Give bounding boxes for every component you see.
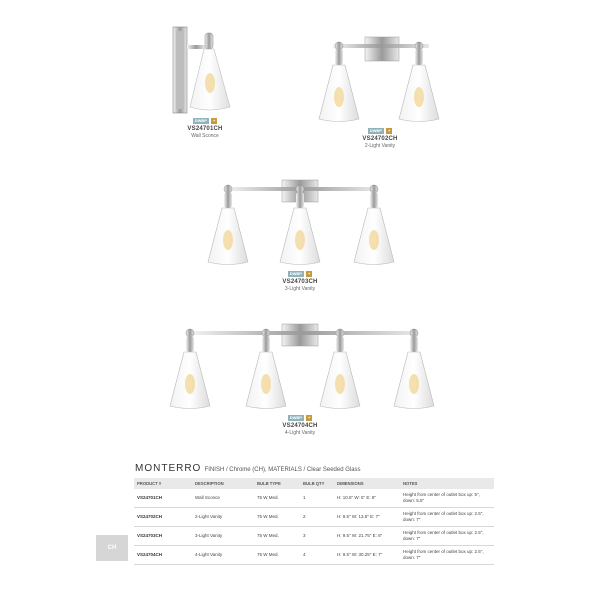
cell-description: 3-Light Vanity <box>192 527 254 546</box>
badge-dwbp: DWBP <box>194 118 207 123</box>
series-name: MONTERRO <box>135 463 202 474</box>
badge-plus: + <box>387 128 391 133</box>
wall-sconce-image <box>160 25 250 115</box>
3-light-vanity-image <box>200 178 400 268</box>
2-light-vanity-image <box>315 35 445 125</box>
product-sku: VS24703CH <box>282 279 318 285</box>
badge-plus: + <box>307 271 311 276</box>
cell-description: 4-Light Vanity <box>192 546 254 565</box>
cell-dimensions: H: 9.5" W: 30.25" E: 7" <box>334 546 400 565</box>
badge-plus: + <box>212 118 216 123</box>
badge-dwbp: DWBP <box>369 128 382 133</box>
badge-plus: + <box>307 415 311 420</box>
col-product: PRODUCT # <box>134 478 192 489</box>
cell-bulb-type: 75 W Med. <box>254 489 300 508</box>
cell-dimensions: H: 9.5" W: 21.75" E: 8" <box>334 527 400 546</box>
cell-notes: Height from center of outlet box up: 2.5", down: 7" <box>400 527 494 546</box>
cell-bulb-qty: 2 <box>300 508 334 527</box>
cell-bulb-qty: 1 <box>300 489 334 508</box>
col-description: DESCRIPTION <box>192 478 254 489</box>
page-tab: CH <box>96 535 128 561</box>
series-heading <box>135 463 495 474</box>
product-description: 2-Light Vanity <box>364 143 396 149</box>
table-row <box>134 527 494 546</box>
product-description: 3-Light Vanity <box>284 286 316 292</box>
table-header-row <box>134 478 494 489</box>
cell-product: VS24703CH <box>134 527 192 546</box>
cell-notes: Height from center of outlet box up: 5", down: 5.5" <box>400 489 494 508</box>
spec-table <box>134 478 494 565</box>
product-2-light-vanity <box>315 35 445 149</box>
product-sku: VS24701CH <box>187 126 223 132</box>
cell-description: 2-Light Vanity <box>192 508 254 527</box>
product-4-light-vanity <box>160 322 440 436</box>
product-sku: VS24702CH <box>362 136 398 142</box>
4-light-vanity-image <box>160 322 440 412</box>
table-row <box>134 508 494 527</box>
product-description: Wall Sconce <box>191 133 219 139</box>
col-notes: NOTES <box>400 478 494 489</box>
product-sku: VS24704CH <box>282 423 318 429</box>
cell-dimensions: H: 9.5" W: 13.5" E: 7" <box>334 508 400 527</box>
cell-bulb-type: 75 W Med. <box>254 527 300 546</box>
cell-bulb-type: 75 W Med. <box>254 546 300 565</box>
badge-dwbp: DWBP <box>289 271 302 276</box>
col-bulb-type: BULB TYPE <box>254 478 300 489</box>
table-row <box>134 489 494 508</box>
table-row <box>134 546 494 565</box>
cell-product: VS24704CH <box>134 546 192 565</box>
badge-dwbp: DWBP <box>289 415 302 420</box>
product-description: 4-Light Vanity <box>284 430 316 436</box>
cell-product: VS24701CH <box>134 489 192 508</box>
col-bulb-qty: BULB QTY <box>300 478 334 489</box>
cell-bulb-qty: 4 <box>300 546 334 565</box>
cell-description: Wall Sconce <box>192 489 254 508</box>
product-3-light-vanity <box>200 178 400 292</box>
cell-bulb-type: 75 W Med. <box>254 508 300 527</box>
cell-bulb-qty: 3 <box>300 527 334 546</box>
col-dimensions: DIMENSIONS <box>334 478 400 489</box>
cell-dimensions: H: 10.5" W: 5" E: 8" <box>334 489 400 508</box>
cell-notes: Height from center of outlet box up: 2.5", down: 7" <box>400 546 494 565</box>
cell-product: VS24702CH <box>134 508 192 527</box>
series-meta: FINISH / Chrome (CH), MATERIALS / Clear Seeded Glass <box>204 467 361 473</box>
cell-notes: Height from center of outlet box up: 2.5", down: 7" <box>400 508 494 527</box>
product-wall-sconce <box>160 25 250 139</box>
